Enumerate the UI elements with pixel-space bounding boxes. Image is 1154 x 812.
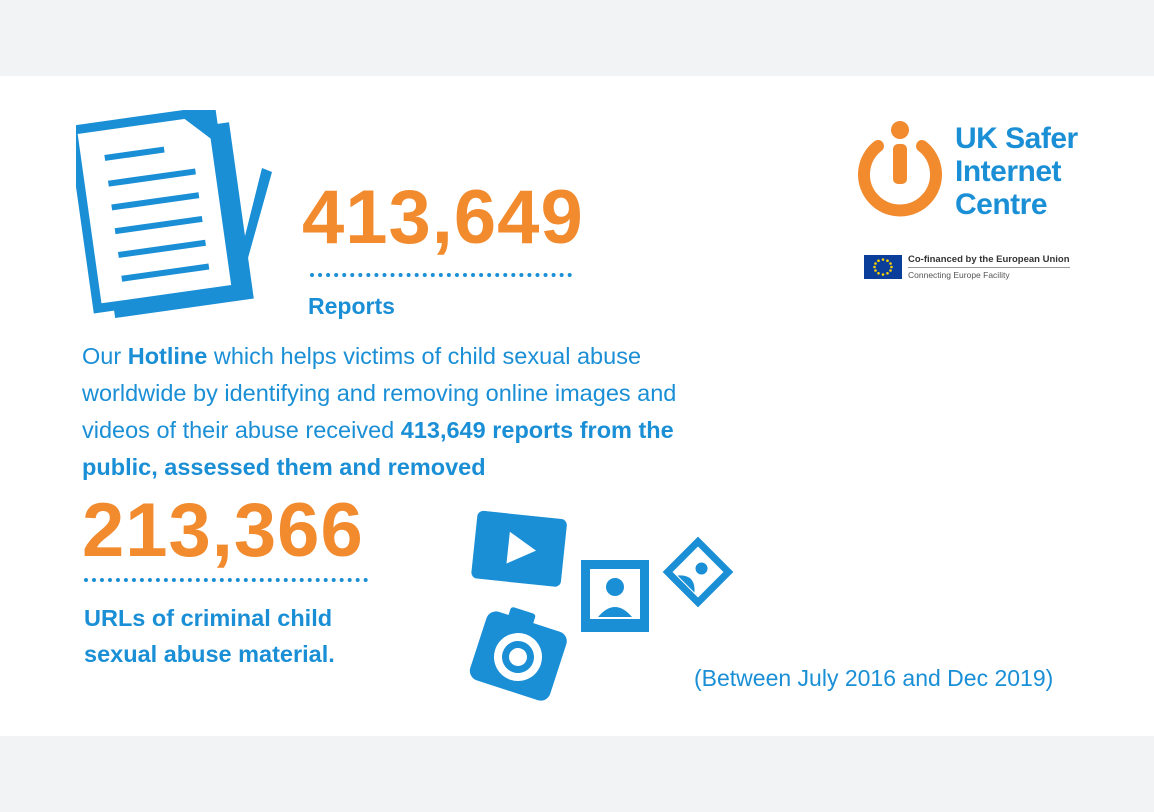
urls-label-line1: URLs of criminal child	[84, 605, 333, 631]
logo-line3: Centre	[955, 188, 1048, 221]
logo-wordmark	[955, 122, 1078, 221]
para-bold-end: 413,649 reports from the public, assessed them and removed	[82, 417, 674, 480]
para-middle: which helps victims of child sexual abuse worldwide by identifying and removing online images and videos of their abuse received	[82, 343, 677, 443]
dotted-divider	[84, 578, 368, 582]
hotline-description	[82, 338, 742, 486]
hotline-term: Hotline	[127, 343, 208, 369]
document-icon	[76, 110, 286, 320]
reports-count: 413,649	[302, 175, 584, 260]
eu-flag-icon	[864, 255, 902, 279]
pen-icon	[240, 168, 272, 272]
video-play-icon	[471, 510, 568, 587]
urls-count: 213,366	[82, 488, 364, 573]
urls-label	[84, 600, 404, 672]
reports-label: Reports	[308, 293, 395, 319]
logo-line2: Internet	[955, 155, 1062, 188]
urls-label-line2: sexual abuse material.	[84, 641, 335, 667]
power-person-icon	[852, 118, 948, 222]
para-intro: Our	[82, 343, 128, 369]
photo-portrait-icon	[663, 537, 734, 608]
eu-facility-text: Connecting Europe Facility	[908, 270, 1010, 280]
dotted-divider	[310, 273, 572, 277]
eu-cofinanced-text: Co-financed by the European Union	[908, 254, 1070, 268]
camera-icon	[467, 600, 572, 703]
logo-line1: UK Safer	[955, 122, 1078, 155]
photo-portrait-icon	[581, 560, 649, 632]
date-range: (Between July 2016 and Dec 2019)	[694, 665, 1054, 691]
